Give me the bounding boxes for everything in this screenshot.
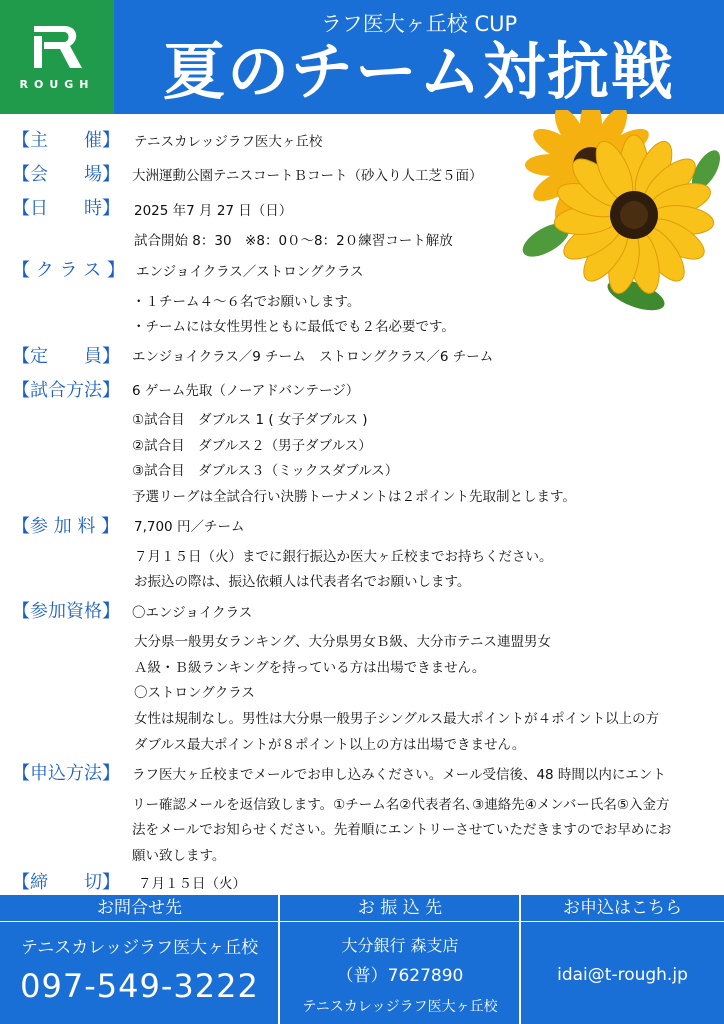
date-label: 【日 時】 bbox=[12, 198, 120, 219]
title-banner bbox=[114, 0, 724, 114]
contact-phone[interactable]: 097-549-3222 bbox=[20, 967, 259, 1005]
fee-text: 7,700 円／チーム bbox=[134, 519, 245, 535]
eligibility-strong: 〇ストロングクラス bbox=[134, 685, 255, 701]
class-text: エンジョイクラス／ストロングクラス bbox=[136, 264, 364, 280]
match-1: ①試合目 ダブルス 1 ( 女子ダブルス ) bbox=[132, 412, 368, 428]
eligibility-enjoy: 〇エンジョイクラス bbox=[132, 605, 253, 621]
apply-line-2: リー確認メールを返信致します。①チーム名②代表者名､③連絡先④メンバー氏名⑤入金方 bbox=[132, 797, 670, 813]
apply-line-1: ラフ医大ヶ丘校までメールでお申し込みください。メール受信後、48 時間以内にエント bbox=[132, 767, 666, 783]
contact-section bbox=[0, 895, 279, 1024]
fee-note-2: お振込の際は、振込依頼人は代表者名でお願いします。 bbox=[134, 574, 471, 590]
apply-heading: お申込はこちら bbox=[521, 895, 724, 922]
apply-line-3: 法をメールでお知らせください。先着順にエントリーさせていただきますのでお早めにお bbox=[132, 822, 672, 838]
sunflower-image bbox=[516, 110, 724, 320]
contact-name: テニスカレッジラフ医大ヶ丘校 bbox=[20, 938, 259, 958]
eligibility-line-2: Ａ級・Ｂ級ランキングを持っている方は出場できません。 bbox=[134, 660, 486, 676]
venue-label: 【会 場】 bbox=[12, 164, 120, 185]
event-title: 夏のチーム対抗戦 bbox=[162, 35, 675, 108]
match-3: ③試合目 ダブルス３（ミックスダブルス） bbox=[132, 463, 399, 479]
eligibility-label: 【参加資格】 bbox=[12, 601, 120, 622]
match-2: ②試合目 ダブルス２（男子ダブルス） bbox=[132, 438, 372, 454]
fee-label: 【参 加 料 】 bbox=[12, 516, 120, 537]
eligibility-line-1: 大分県一般男女ランキング、大分県男女Ｂ級、大分市テニス連盟男女 bbox=[134, 634, 552, 650]
event-subtitle: ラフ医大ヶ丘校 CUP bbox=[320, 12, 518, 36]
format-label: 【試合方法】 bbox=[12, 380, 120, 401]
format-text: 6 ゲーム先取（ノーアドバンテージ） bbox=[132, 383, 360, 399]
bank-holder: テニスカレッジラフ医大ヶ丘校 bbox=[302, 999, 498, 1015]
apply-label: 【申込方法】 bbox=[12, 763, 120, 784]
apply-line-4: 願い致します。 bbox=[132, 848, 226, 864]
class-label: 【 ク ラ ス 】 bbox=[12, 260, 125, 281]
logo-text: ROUGH bbox=[19, 78, 95, 91]
logo bbox=[0, 0, 114, 114]
organizer-label: 【主 催】 bbox=[12, 130, 120, 151]
bank-heading: お 振 込 先 bbox=[280, 895, 520, 922]
bank-section bbox=[280, 895, 520, 1024]
capacity-text: エンジョイクラス／9 チーム ストロングクラス／6 チーム bbox=[132, 349, 494, 365]
organizer-text: テニスカレッジラフ医大ヶ丘校 bbox=[134, 134, 323, 150]
class-note-2: ・チームには女性男性ともに最低でも２名必要です。 bbox=[132, 319, 455, 335]
deadline-text: ７月１５日（火） bbox=[138, 876, 246, 892]
eligibility-line-5: ダブルス最大ポイントが８ポイント以上の方は出場できません。 bbox=[134, 737, 526, 753]
date-text: 2025 年7 月 27 日（日） bbox=[134, 203, 293, 219]
footer-contact-bar bbox=[0, 895, 724, 1024]
capacity-label: 【定 員】 bbox=[12, 346, 120, 367]
class-note-1: ・１チーム４～６名でお願いします。 bbox=[132, 294, 361, 310]
venue-text: 大洲運動公園テニスコートＢコート（砂入り人工芝５面） bbox=[132, 168, 483, 184]
bank-name: 大分銀行 森支店 bbox=[341, 936, 459, 955]
apply-section bbox=[521, 895, 724, 1024]
eligibility-line-4: 女性は規制なし。男性は大分県一般男子シングルス最大ポイントが４ポイント以上の方 bbox=[134, 711, 660, 727]
apply-email[interactable]: idai@t-rough.jp bbox=[557, 965, 688, 985]
start-time-text: 試合開始 8：30 ※8：0０～8：2０練習コート解放 bbox=[134, 233, 453, 249]
rough-logo-icon bbox=[30, 22, 84, 74]
fee-note-1: ７月１５日（火）までに銀行振込か医大ヶ丘校までお持ちください。 bbox=[134, 549, 553, 565]
deadline-label: 【締 切】 bbox=[12, 872, 120, 893]
format-note: 予選リーグは全試合行い決勝トーナメントは２ポイント先取制とします。 bbox=[132, 489, 576, 505]
bank-account: （普）7627890 bbox=[336, 966, 464, 986]
contact-heading: お問合せ先 bbox=[0, 895, 279, 922]
